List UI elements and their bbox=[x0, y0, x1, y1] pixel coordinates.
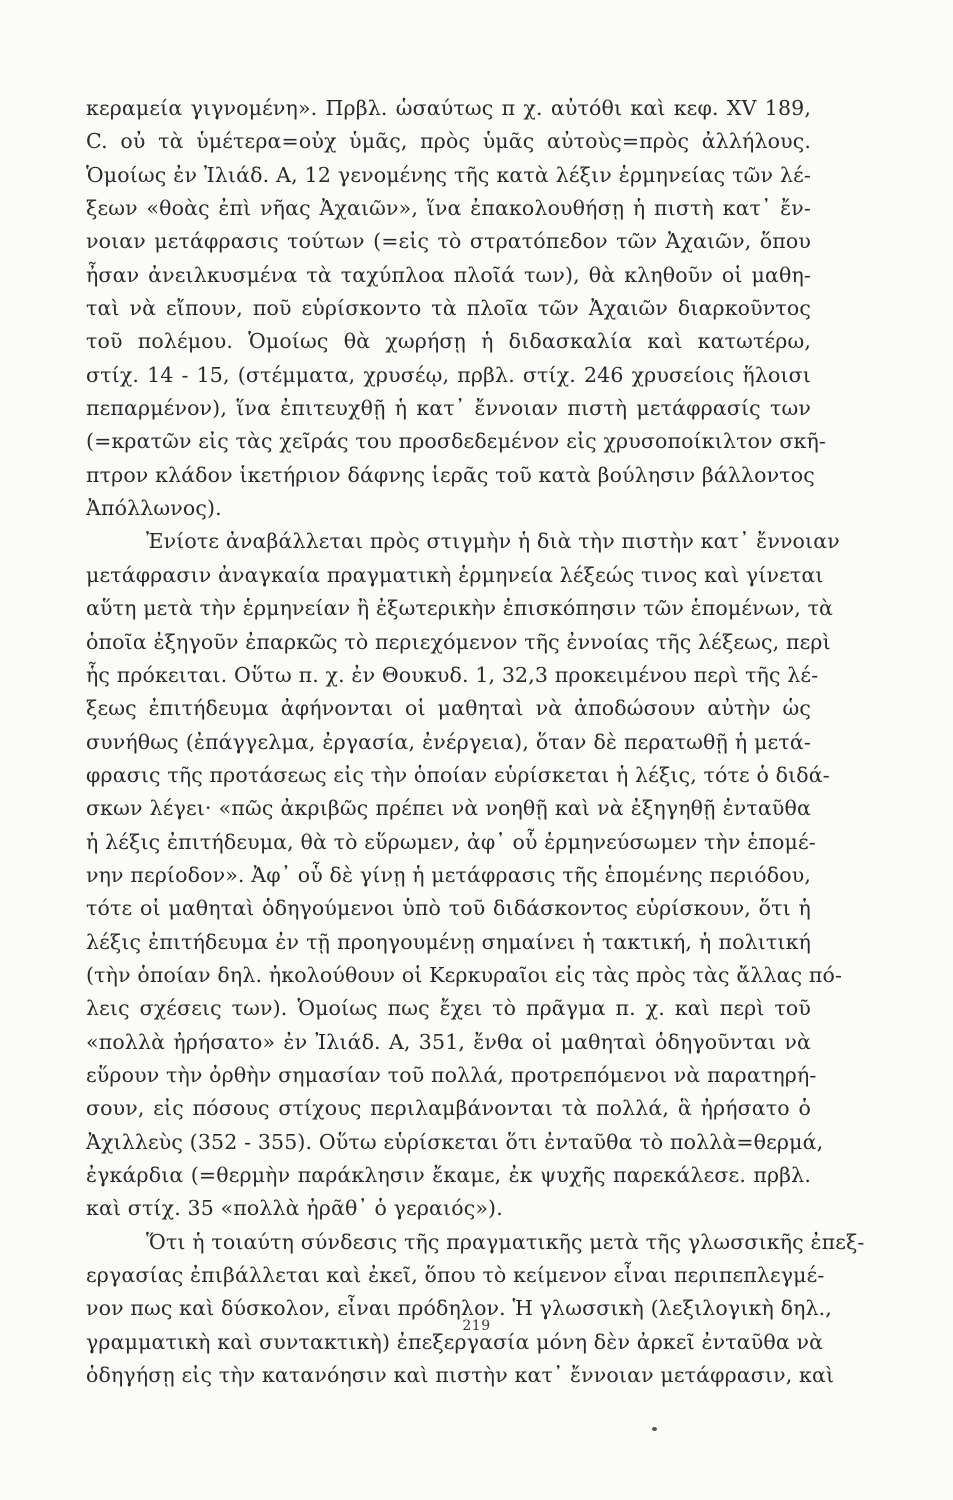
text-line: αὕτη μετὰ τὴν ἑρμηνείαν ἢ ἐξωτερικὴν ἐπισκόπησιν τῶν ἑπομένων, τὰ bbox=[86, 596, 834, 621]
text-line: νην περίοδον». Ἀφ᾽ οὗ δὲ γίνῃ ἡ μετάφρασις τῆς ἑπομένης περιόδου, bbox=[86, 862, 811, 887]
text-line: ἦσαν ἀνειλκυσμένα τὰ ταχύπλοα πλοῖά των), θὰ κληθοῦν οἱ μαθη- bbox=[86, 262, 811, 287]
text-line: (τὴν ὁποίαν δηλ. ἠκολούθουν οἱ Κερκυραῖοι εἰς τὰς πρὸς τὰς ἄλλας πό- bbox=[86, 962, 843, 987]
text-line: Ὅτι ἡ τοιαύτη σύνδεσις τῆς πραγματικῆς μετὰ τῆς γλωσσικῆς ἐπεξ- bbox=[146, 1229, 865, 1254]
text-line: ξεως ἐπιτήδευμα ἀφήνονται οἱ μαθηταὶ νὰ ἀποδώσουν αὐτὴν ὡς bbox=[86, 696, 811, 721]
text-line: λέξις ἐπιτήδευμα ἐν τῇ προηγουμένῃ σημαίνει ἡ τακτική, ἡ πολιτική bbox=[86, 929, 811, 954]
text-line: φρασις τῆς προτάσεως εἰς τὴν ὁποίαν εὑρίσκεται ἡ λέξις, τότε ὁ διδά- bbox=[86, 762, 830, 787]
text-line: πεπαρμένον), ἵνα ἐπιτευχθῇ ἡ κατ᾽ ἔννοιαν πιστὴ μετάφρασίς των bbox=[86, 396, 811, 421]
text-line: καὶ στίχ. 35 «πολλὰ ἠρᾶθ᾽ ὁ γεραιός»). bbox=[86, 1196, 503, 1221]
text-line: ταὶ νὰ εἴπουν, ποῦ εὑρίσκοντο τὰ πλοῖα τῶν Ἀχαιῶν διαρκοῦντος bbox=[86, 296, 811, 321]
text-line: στίχ. 14 - 15, (στέμματα, χρυσέῳ, πρβλ. στίχ. 246 χρυσείοις ἥλοισι bbox=[86, 362, 811, 387]
text-line: σουν, εἰς πόσους στίχους περιλαμβάνονται τὰ πολλά, ἃ ἠρήσατο ὁ bbox=[86, 1096, 811, 1121]
page-number: 219 bbox=[462, 1318, 491, 1334]
text-line: μετάφρασιν ἀναγκαία πραγματικὴ ἑρμηνεία λέξεώς τινος καὶ γίνεται bbox=[86, 562, 824, 587]
text-line: ἧς πρόκειται. Οὕτω π. χ. ἐν Θουκυδ. 1, 32,3 προκειμένου περὶ τῆς λέ- bbox=[86, 662, 819, 687]
text-line: πτρον κλάδον ἱκετήριον δάφνης ἱερᾶς τοῦ κατὰ βούλησιν βάλλοντος bbox=[86, 462, 815, 487]
text-line: συνήθως (ἐπάγγελμα, ἐργασία, ἐνέργεια), ὅταν δὲ περατωθῇ ἡ μετά- bbox=[86, 729, 811, 754]
text-line: Ἀχιλλεὺς (352 - 355). Οὕτω εὑρίσκεται ὅτι ἐνταῦθα τὸ πολλὰ=θερμά, bbox=[86, 1129, 824, 1154]
text-line: Ὁμοίως ἐν Ἰλιάδ. Α, 12 γενομένης τῆς κατὰ λέξιν ἑρμηνείας τῶν λέ- bbox=[86, 162, 811, 187]
text-line: γραμματικὴ καὶ συντακτικὴ) ἐπεξεργασία μόνη δὲν ἀρκεῖ ἐνταῦθα νὰ bbox=[86, 1329, 824, 1354]
text-line: τότε οἱ μαθηταὶ ὁδηγούμενοι ὑπὸ τοῦ διδάσκοντος εὑρίσκουν, ὅτι ἡ bbox=[86, 896, 811, 921]
text-line: ξεων «θοὰς ἐπὶ νῆας Ἀχαιῶν», ἵνα ἐπακολουθήσῃ ἡ πιστὴ κατ᾽ ἔν- bbox=[86, 196, 811, 221]
text-line: Ἐνίοτε ἀναβάλλεται πρὸς στιγμὴν ἡ διὰ τὴν πιστὴν κατ᾽ ἔννοιαν bbox=[146, 529, 840, 554]
document-body bbox=[86, 92, 865, 1392]
text-line: ἐγκάρδια (=θερμὴν παράκλησιν ἔκαμε, ἐκ ψυχῆς παρεκάλεσε. πρβλ. bbox=[86, 1163, 811, 1187]
text-line: «πολλὰ ἠρήσατο» ἐν Ἰλιάδ. Α, 351, ἔνθα οἱ μαθηταὶ ὁδηγοῦνται νὰ bbox=[86, 1029, 811, 1054]
text-line: ὁδηγήσῃ εἰς τὴν κατανόησιν καὶ πιστὴν κατ᾽ ἔννοιαν μετάφρασιν, καὶ bbox=[86, 1363, 835, 1388]
text-line: νον πως καὶ δύσκολον, εἶναι πρόδηλον. Ἡ γλωσσικὴ (λεξιλογικὴ δηλ., bbox=[86, 1296, 832, 1321]
text-line: ἡ λέξις ἐπιτήδευμα, θὰ τὸ εὕρωμεν, ἀφ᾽ οὗ ἑρμηνεύσωμεν τὴν ἑπομέ- bbox=[86, 829, 816, 854]
text-line: C. οὐ τὰ ὑμέτερα=οὐχ ὑμᾶς, πρὸς ὑμᾶς αὐτοὺς=πρὸς ἀλλήλους. bbox=[86, 129, 811, 154]
text-line: νοιαν μετάφρασις τούτων (=εἰς τὸ στρατόπεδον τῶν Ἀχαιῶν, ὅπου bbox=[86, 229, 811, 254]
text-line: εὕρουν τὴν ὀρθὴν σημασίαν τοῦ πολλά, προτρεπόμενοι νὰ παρατηρή- bbox=[86, 1062, 817, 1087]
print-speck bbox=[652, 1427, 657, 1431]
text-line: (=κρατῶν εἰς τὰς χεῖράς του προσδεδεμένον εἰς χρυσοποίκιλτον σκῆ- bbox=[86, 429, 826, 454]
text-line: σκων λέγει· «πῶς ἀκριβῶς πρέπει νὰ νοηθῇ καὶ νὰ ἐξηγηθῇ ἐνταῦθα bbox=[86, 796, 811, 821]
text-line: εργασίας ἐπιβάλλεται καὶ ἐκεῖ, ὅπου τὸ κείμενον εἶναι περιπεπλεγμέ- bbox=[86, 1263, 825, 1288]
text-line: Ἀπόλλωνος). bbox=[86, 496, 222, 521]
text-line: λεις σχέσεις των). Ὁμοίως πως ἔχει τὸ πρᾶγμα π. χ. καὶ περὶ τοῦ bbox=[86, 996, 811, 1021]
text-line: κεραμεία γιγνομένη». Πρβλ. ὡσαύτως π χ. αὐτόθι καὶ κεφ. XV 189, bbox=[86, 96, 811, 120]
text-line: τοῦ πολέμου. Ὁμοίως θὰ χωρήσῃ ἡ διδασκαλία καὶ κατωτέρω, bbox=[86, 329, 811, 354]
text-line: ὁποῖα ἐξηγοῦν ἐπαρκῶς τὸ περιεχόμενον τῆς ἐννοίας τῆς λέξεως, περὶ bbox=[86, 629, 831, 654]
